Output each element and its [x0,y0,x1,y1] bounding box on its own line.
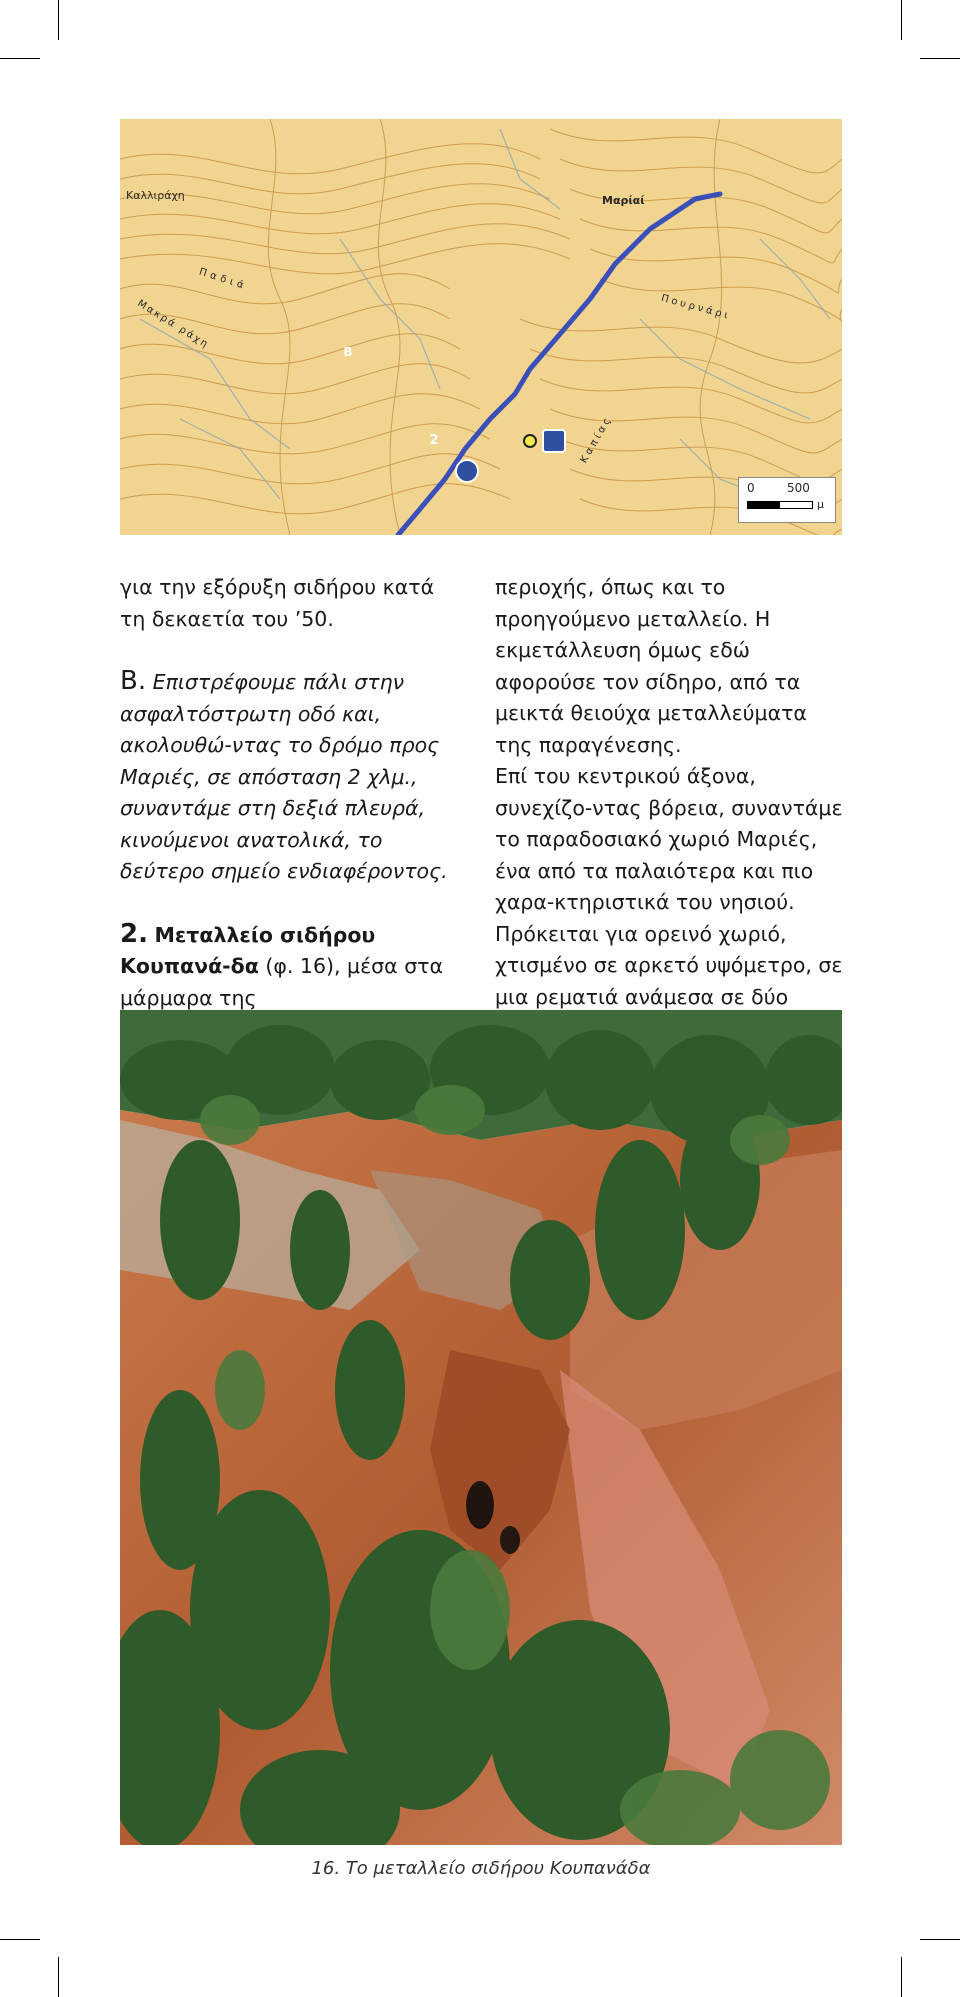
scale-500: 500 [787,481,810,495]
section-2-paragraph [120,919,460,1015]
section-2-text: (φ. 16), μέσα στα μάρμαρα της [120,954,444,1010]
point-b-label: Β [343,345,353,359]
topographic-map [120,119,842,535]
crop-mark [920,1939,960,1940]
section-2-title: Μεταλλείο σιδήρου Κουπανά-δα [120,922,376,978]
crop-mark [0,1939,40,1940]
map-graphic [120,119,842,535]
left-column [120,572,460,1014]
section-b-letter: Β. [120,666,147,696]
left-paragraph-1: για την εξόρυξη σιδήρου κατά τη δεκαετία του ’50. [120,575,435,631]
crop-mark [901,0,902,40]
map-label-mariai: Μαρίαί [602,194,645,207]
mine-photo [120,1010,842,1845]
map-scale [738,477,836,523]
crop-mark [58,1957,59,1997]
map-label-padia: Παδιά [197,266,249,293]
crop-mark [901,1957,902,1997]
map-label-kapias: Καπίας [578,413,615,466]
crop-mark [0,58,40,59]
right-column [495,572,845,1045]
mine-photo-graphic [120,1010,842,1845]
right-paragraph-1: περιοχής, όπως και το προηγούμενο μεταλλείο. Η εκμετάλλευση όμως εδώ αφορούσε τον σίδηρο, από τα μεικτά θειούχα μεταλλεύματα της παραγένεσης. [495,575,807,757]
section-b-paragraph [120,666,460,888]
point-b-circle [456,460,478,482]
point-2-square [543,430,565,452]
right-paragraph-3: Πρόκειται για ορεινό χωριό, χτισμένο σε αρκετό υψόμετρο, σε μια ρεματιά ανάμεσα σε δύο [495,921,843,1009]
map-label-pournari: Πουρνάρι [659,292,732,323]
scale-unit: μ [817,498,824,511]
crop-mark [58,0,59,40]
map-label-makria-rachi: Μακρά ράχη [135,298,211,351]
right-paragraph-2: Επί του κεντρικού άξονα, συνεχίζο-ντας βόρεια, συναντάμε το παραδοσιακό χωριό Μαριές, ένα από τα παλαιότερα και πιο χαρα-κτηριστικά του νησιού. [495,764,843,914]
point-2-dot [524,435,536,447]
crop-mark [920,58,960,59]
scale-zero: 0 [747,481,755,495]
section-2-number: 2. [120,918,148,949]
scale-bar [747,501,813,509]
contour-lines [120,119,842,535]
photo-caption: 16. Το μεταλλείο σιδήρου Κουπανάδα [311,1858,651,1879]
point-2-label: 2 [429,433,439,448]
mine-entrance [466,1481,494,1529]
section-b-text: Επιστρέφουμε πάλι στην ασφαλτόστρωτη οδό και, ακολουθώ-ντας το δρόμο προς Μαριές, σε απόσταση 2 χλμ., συναντάμε στη δεξιά πλευρά, κινούμενοι ανατολικά, το δεύτερο σημείο ενδιαφέροντος. [120,670,448,883]
map-label-kallirachi: Καλλιράχη [126,189,185,202]
